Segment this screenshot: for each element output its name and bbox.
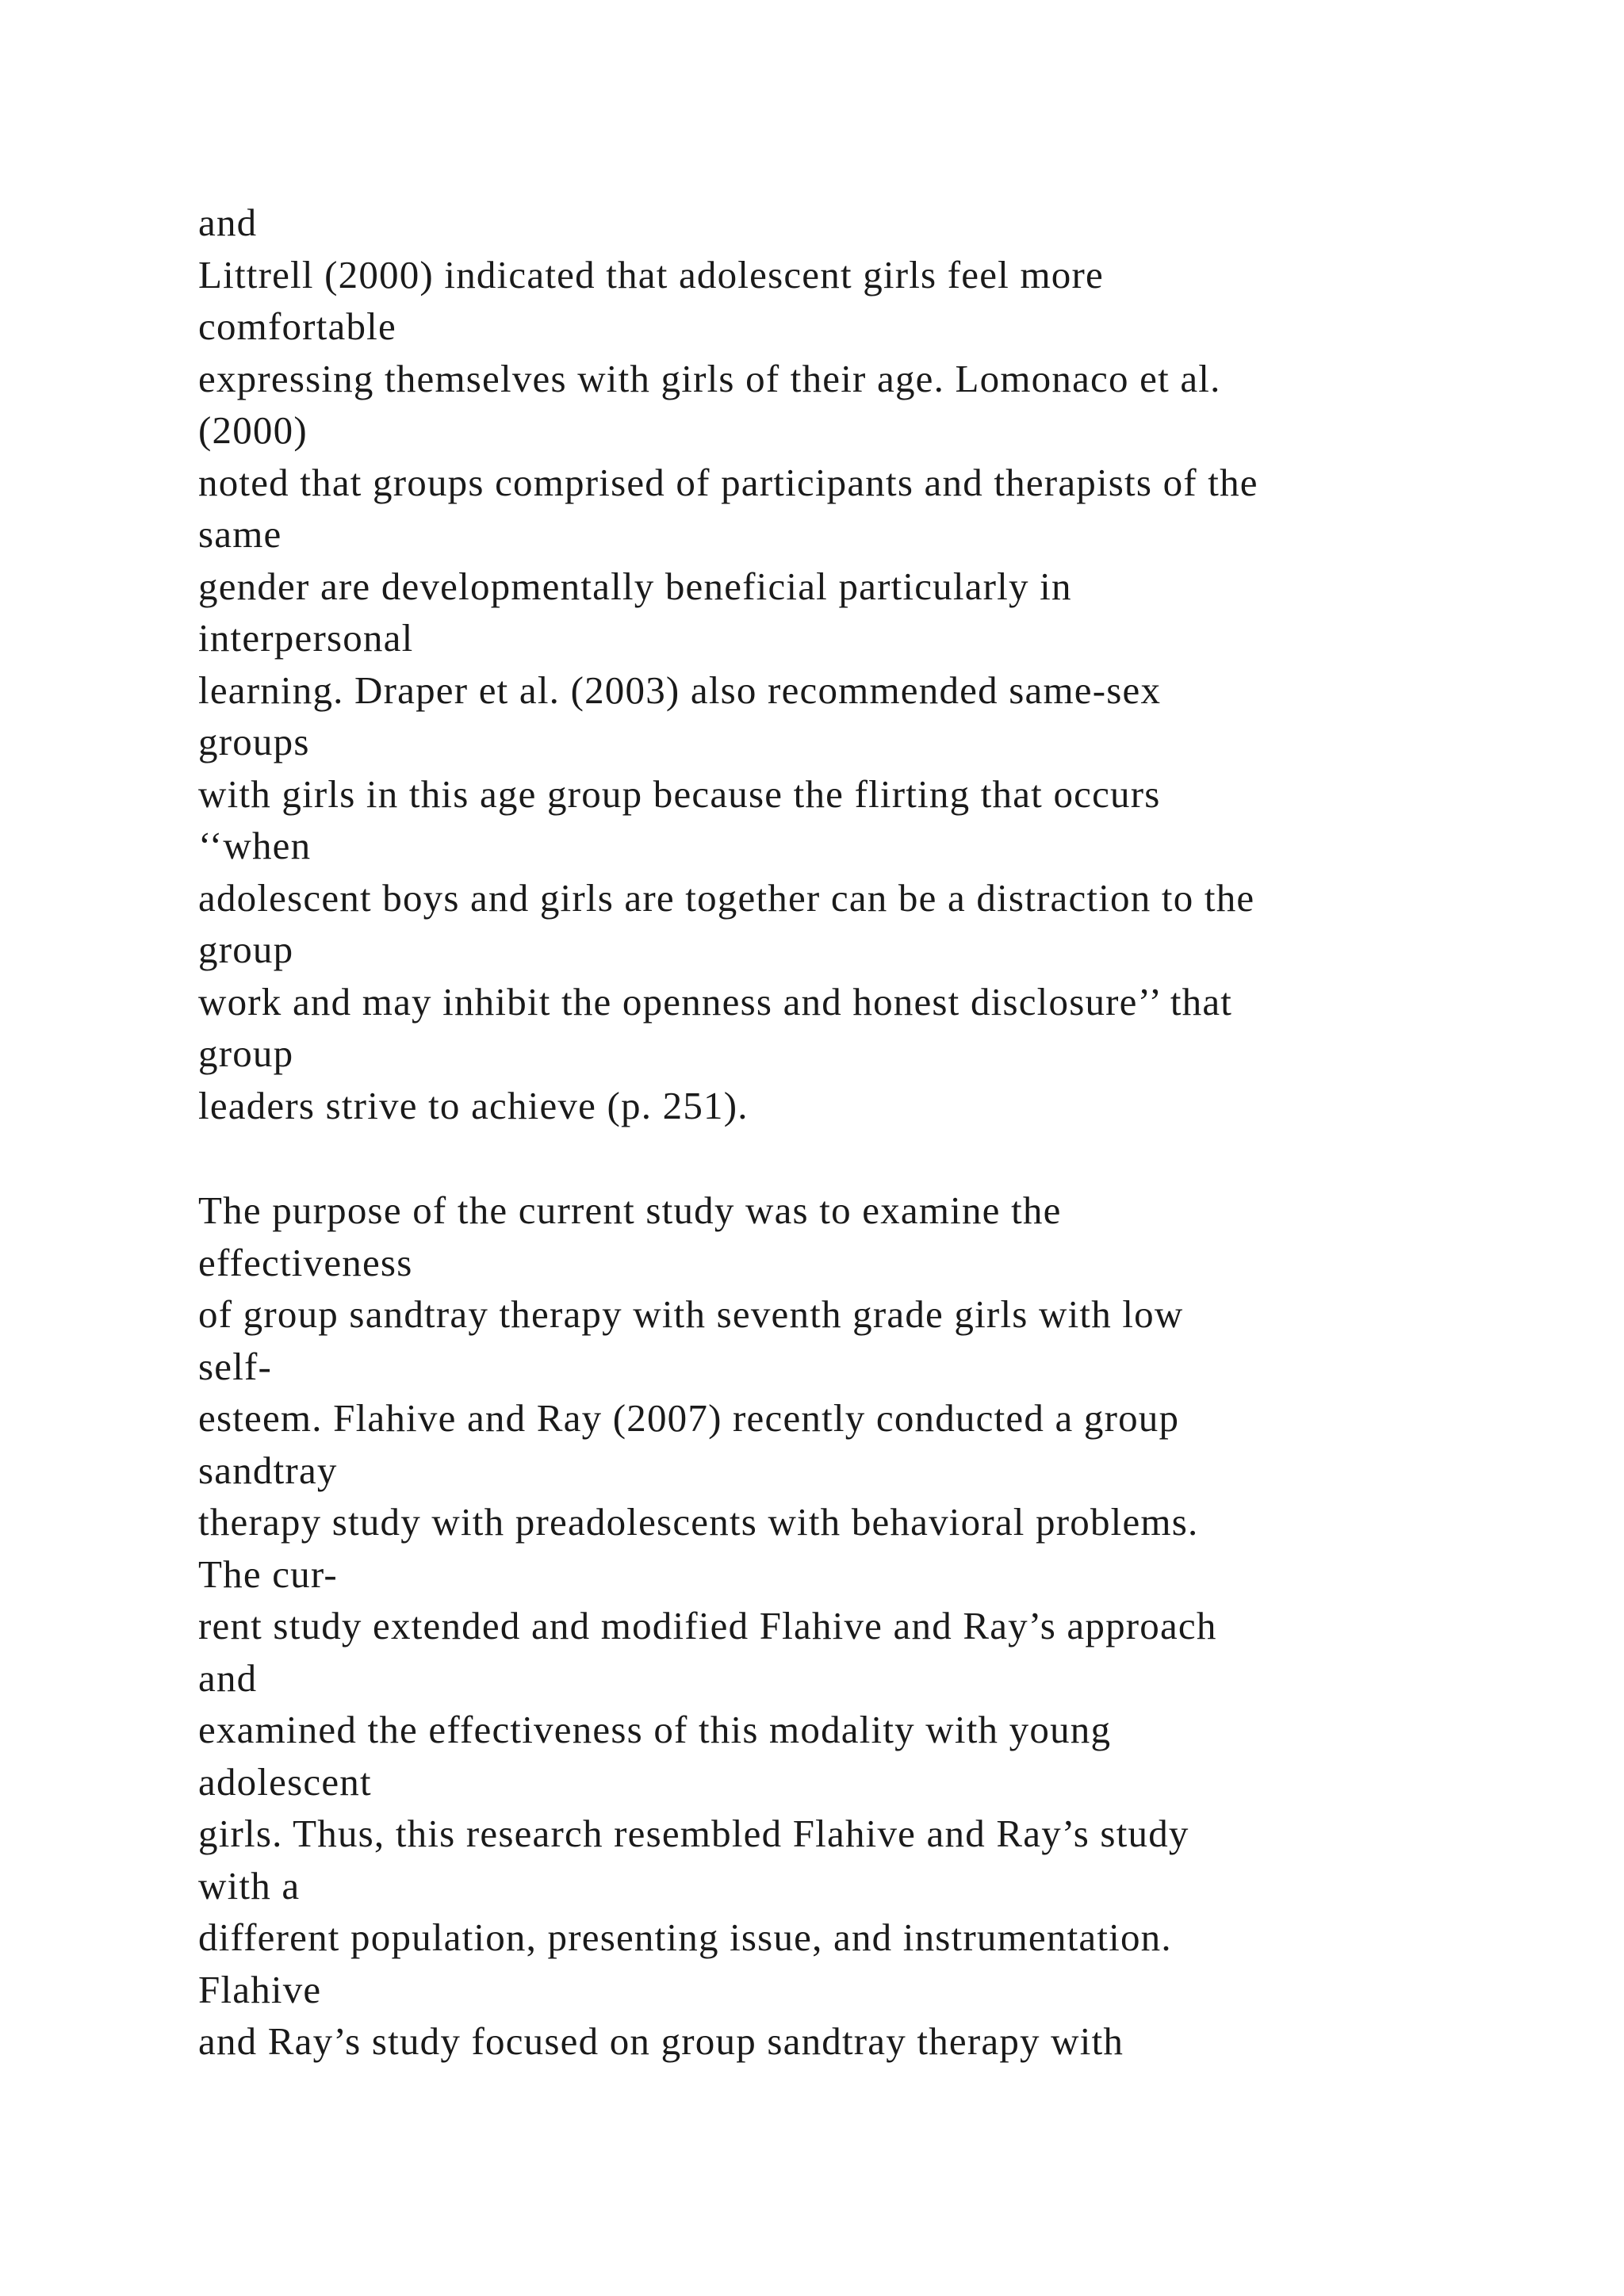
text-line: of group sandtray therapy with seventh grade girls with low [198, 1292, 1184, 1336]
text-line: different population, presenting issue, and instrumentation. [198, 1915, 1172, 1959]
text-line: girls. Thus, this research resembled Flahive and Ray’s study [198, 1812, 1189, 1855]
text-line: Flahive [198, 1967, 322, 2011]
text-line: adolescent [198, 1759, 372, 1804]
text-line: leaders strive to achieve (p. 251). [198, 1083, 749, 1127]
text-line: noted that groups comprised of participants and therapists of the [198, 460, 1258, 504]
text-line: The purpose of the current study was to examine the [198, 1188, 1062, 1232]
text-line: examined the effectiveness of this modality with young [198, 1708, 1112, 1751]
text-line: The cur- [198, 1552, 338, 1596]
text-line: gender are developmentally beneficial particularly in [198, 564, 1072, 608]
text-line: effectiveness [198, 1240, 413, 1284]
text-line: (2000) [198, 408, 308, 452]
text-line: work and may inhibit the openness and honest disclosure’’ that [198, 979, 1233, 1024]
paragraph-2 [198, 1184, 1546, 2068]
text-line: adolescent boys and girls are together can be a distraction to the [198, 875, 1255, 920]
text-line: therapy study with preadolescents with behavioral problems. [198, 1500, 1199, 1544]
text-line: esteem. Flahive and Ray (2007) recently conducted a group [198, 1396, 1180, 1440]
text-line: comfortable [198, 304, 396, 348]
text-line: Littrell (2000) indicated that adolescent girls feel more [198, 252, 1104, 297]
text-line: group [198, 928, 294, 971]
text-line: rent study extended and modified Flahive and Ray’s approach [198, 1604, 1217, 1647]
text-line: with girls in this age group because the flirting that occurs [198, 771, 1161, 816]
text-line: and [198, 201, 258, 244]
text-line: learning. Draper et al. (2003) also recommended same-sex [198, 668, 1162, 712]
text-line: with a [198, 1863, 301, 1908]
paragraph-1 [198, 197, 1546, 1131]
text-line: and [198, 1655, 258, 1700]
text-line: expressing themselves with girls of their age. Lomonaco et al. [198, 356, 1221, 400]
text-line: interpersonal [198, 616, 414, 660]
text-line: and Ray’s study focused on group sandtray therapy with [198, 2019, 1124, 2063]
text-line: group [198, 1031, 294, 1075]
text-line: same [198, 512, 282, 556]
text-line: self- [198, 1344, 273, 1388]
text-line: sandtray [198, 1448, 338, 1492]
text-line: groups [198, 720, 310, 763]
text-line: ‘‘when [198, 824, 312, 867]
